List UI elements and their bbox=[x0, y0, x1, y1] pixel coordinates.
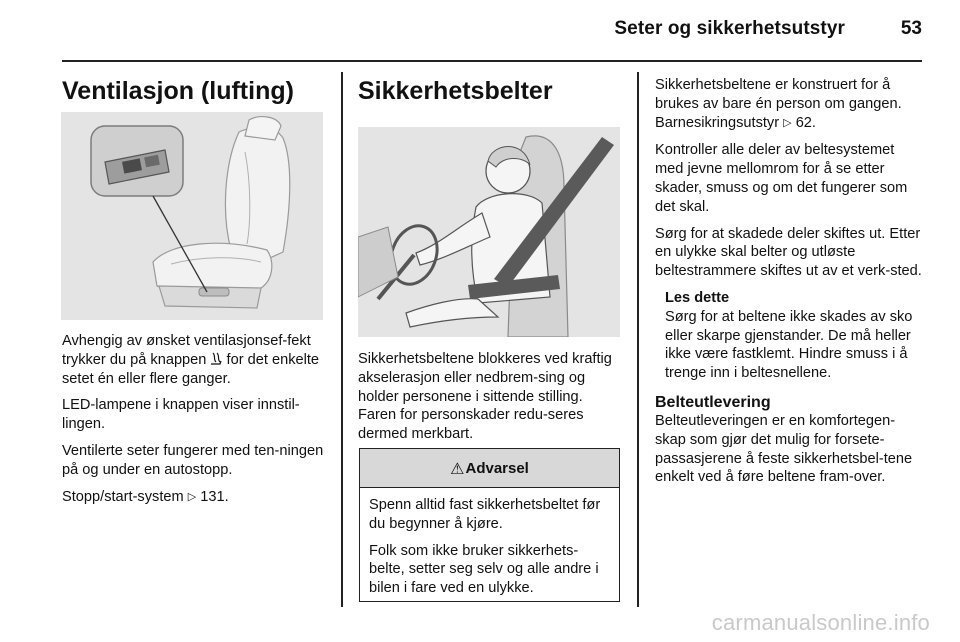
belts-usage-paragraph bbox=[655, 76, 923, 133]
column-3-text bbox=[655, 76, 923, 495]
subheading-belt-guide: Belteutlevering bbox=[655, 393, 771, 411]
belts-inspection-paragraph: Kontroller alle deler av beltesystemet med jevne mellomrom for å se etter skader, smuss og om det fungerer som det skal. bbox=[655, 142, 908, 215]
page-header-title: Seter og sikkerhetsutstyr bbox=[614, 18, 845, 39]
section-title-ventilation: Ventilasjon (lufting) bbox=[62, 77, 294, 105]
note-text: Sørg for at beltene ikke skades av sko eller skarpe gjenstander. De må heller ikke være fastklemt. Hindre smuss i å trenge inn i beltesnellene. bbox=[665, 308, 913, 382]
ventilation-paragraph-4 bbox=[62, 488, 324, 508]
cross-reference-arrow-icon: ▷ bbox=[187, 490, 197, 503]
warning-body bbox=[360, 488, 619, 598]
seat-belt-illustration bbox=[358, 127, 620, 337]
warning-header bbox=[360, 449, 619, 488]
watermark: carmanualsonline.info bbox=[711, 610, 930, 635]
cross-reference-arrow-icon: ▷ bbox=[783, 116, 792, 129]
ventilation-paragraph-1 bbox=[62, 332, 324, 388]
ventilation-paragraph-3: Ventilerte seter fungerer med ten-ningen på og under en autostopp. bbox=[62, 442, 324, 478]
stop-start-page-ref[interactable]: 131. bbox=[200, 488, 229, 505]
warning-box bbox=[359, 448, 620, 602]
ventilation-paragraph-2: LED-lampene i knappen viser innstil-lingen. bbox=[62, 397, 300, 433]
belts-replacement-paragraph: Sørg for at skadede deler skiftes ut. Etter en ulykke skal belter og utløste beltestrammere skiftes ut av et verk-sted. bbox=[655, 225, 922, 280]
column-1-text bbox=[62, 332, 324, 515]
child-restraint-page-ref[interactable]: 62. bbox=[795, 114, 816, 131]
warning-triangle-icon: ⚠ bbox=[450, 458, 465, 478]
page-number: 53 bbox=[900, 18, 922, 39]
note-block bbox=[655, 289, 923, 383]
warning-paragraph-1: Spenn alltid fast sikkerhetsbeltet før du begynner å kjøre. bbox=[369, 497, 601, 532]
belt-guide-paragraph: Belteutleveringen er en komfortegen-skap som gjør det mulig for forsete-passasjerene å feste sikkerhetsbel-tene enkelt ved å føre beltene fram-over. bbox=[655, 412, 913, 486]
column-divider-right bbox=[637, 72, 639, 607]
column-2-text bbox=[358, 350, 623, 452]
note-title: Les dette bbox=[665, 289, 730, 306]
column-divider-left bbox=[341, 72, 343, 607]
warning-title: Advarsel bbox=[465, 459, 529, 477]
seat-belts-paragraph-1: Sikkerhetsbeltene blokkeres ved kraftig akselerasjon eller nedbrem-sing og holder personene i sittende stilling. Faren for personskader redu-seres dermed merkbart. bbox=[358, 351, 612, 443]
seat-ventilation-illustration bbox=[61, 112, 323, 320]
warning-paragraph-2: Folk som ikke bruker sikkerhets-belte, setter seg selv og alle andre i bilen i fare ved en ulykke. bbox=[369, 542, 599, 597]
section-title-seat-belts: Sikkerhetsbelter bbox=[358, 77, 553, 105]
ventilation-p1-before: Avhengig av ønsket ventilasjonsef-fekt trykker du på knappen bbox=[62, 333, 311, 368]
seat-ventilation-icon bbox=[210, 352, 226, 368]
stop-start-link-text[interactable]: Stopp/start-system bbox=[62, 488, 184, 505]
ventilation-p1-after: for det enkelte setet én eller flere ganger. bbox=[62, 351, 320, 387]
belts-usage-text: Sikkerhetsbeltene er konstruert for å brukes av bare én person om gangen. Barnesikringsutstyr bbox=[655, 77, 902, 131]
header-divider bbox=[62, 60, 922, 62]
